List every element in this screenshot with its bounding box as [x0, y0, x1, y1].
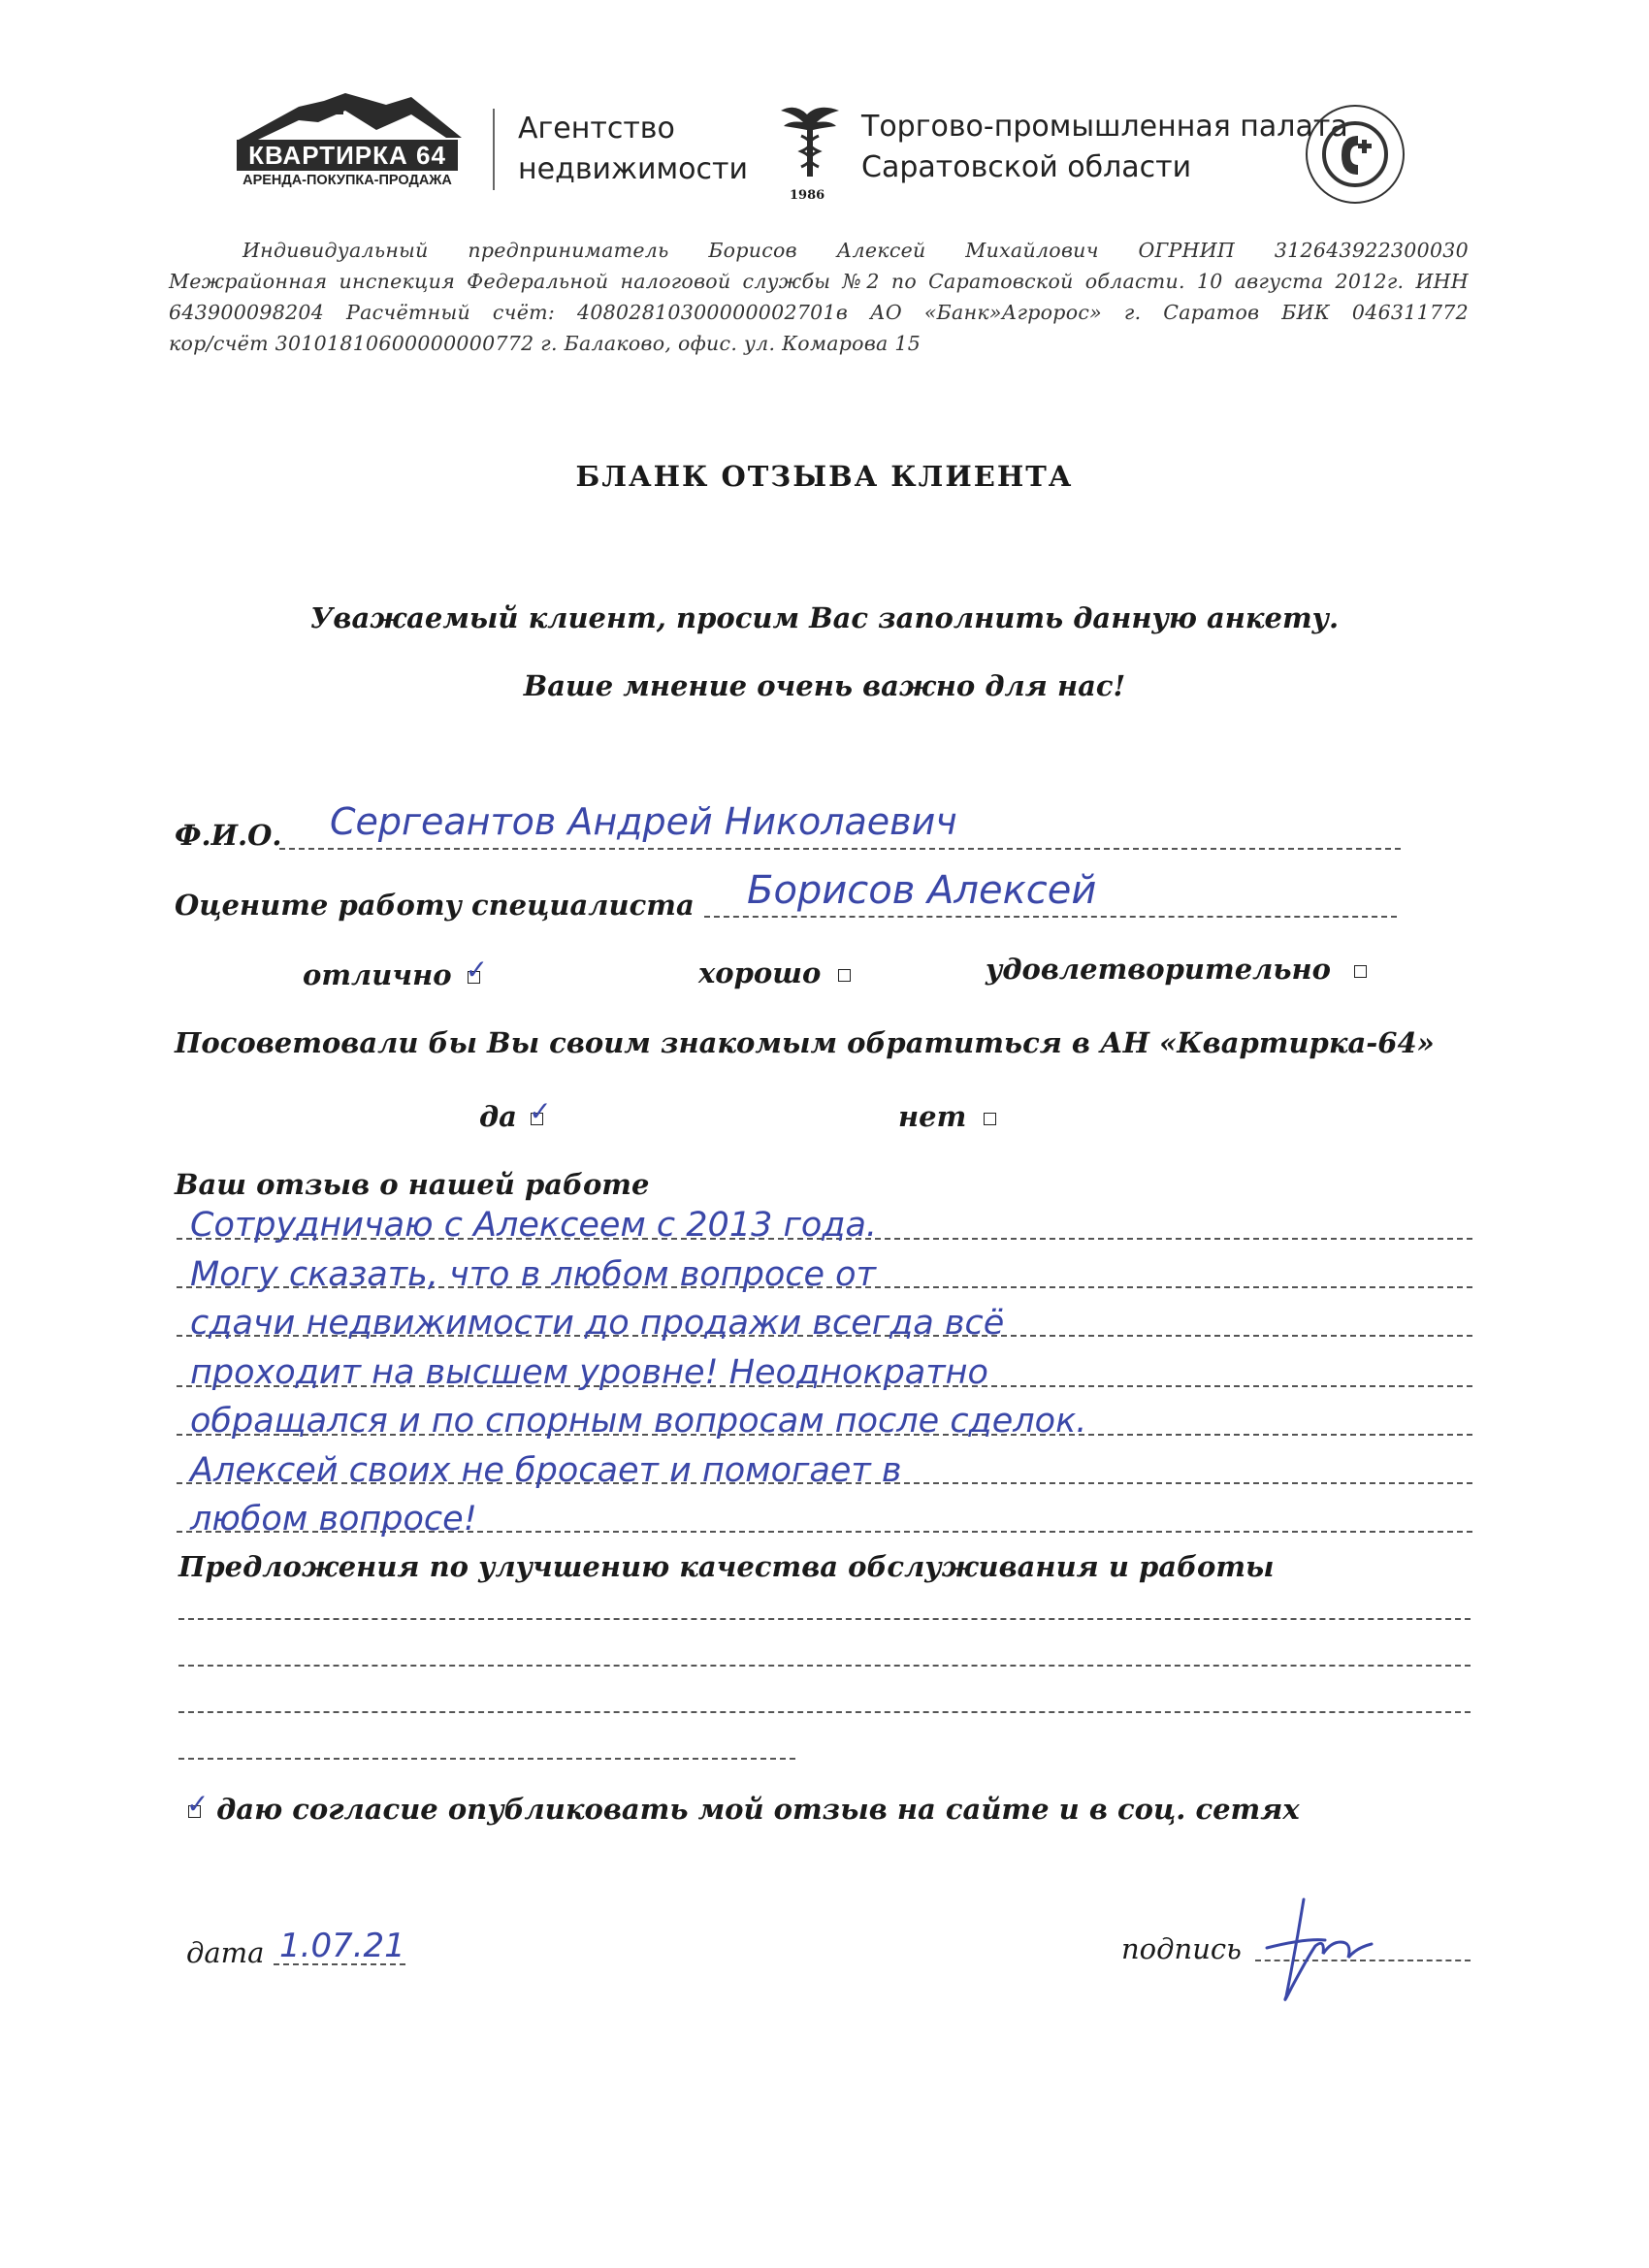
date-label: дата [186, 1936, 265, 1969]
intro-line1: Уважаемый клиент, просим Вас заполнить данную анкету. [309, 601, 1340, 634]
option-yes[interactable] [479, 1094, 552, 1133]
signature-mark[interactable] [1247, 1880, 1393, 2016]
review-text-line: любом вопросе! [190, 1500, 477, 1539]
logo-tagline: АРЕНДА-ПОКУПКА-ПРОДАЖА [242, 173, 452, 188]
fio-label: Ф.И.О. [175, 819, 282, 852]
date-field[interactable]: 1.07.21 [279, 1927, 405, 1965]
review-text-line: Сотрудничаю с Алексеем с 2013 года. [190, 1206, 878, 1245]
recommend-label: Посоветовали бы Вы своим знакомым обратиться в АН «Квартирка-64» [175, 1026, 1435, 1059]
consent-label: даю согласие опубликовать мой отзыв на сайте и в соц. сетях [216, 1793, 1300, 1826]
header-divider [493, 109, 495, 190]
form-title: БЛАНК ОТЗЫВА КЛИЕНТА [575, 460, 1074, 493]
yes-checkbox[interactable] [529, 1094, 552, 1127]
caduceus-icon [776, 101, 844, 188]
rate-field[interactable]: Борисов Алексей [747, 868, 1097, 913]
consent-option[interactable] [186, 1787, 1300, 1826]
requisites-block [169, 235, 1469, 359]
option-good[interactable] [698, 956, 851, 989]
no-checkbox[interactable] [984, 1113, 996, 1125]
rate-line [704, 916, 1397, 918]
agency-line1: Агентство [518, 112, 675, 146]
option-excellent[interactable] [303, 953, 489, 991]
requisites-line3: 643900098204 Расчётный счёт: 40802810300000002701в АО «Банк»Агророс» г. Саратов БИК 046311772 [169, 301, 1469, 324]
suggest-line [178, 1665, 1471, 1667]
fio-line [279, 848, 1401, 850]
requisites-line1: Индивидуальный предприниматель Борисов Алексей Михайлович ОГРНИП 312643922300030 [242, 239, 1469, 262]
chamber-caption [861, 107, 1348, 188]
checkmark-icon: ✓ [529, 1094, 552, 1127]
review-text-line: сдачи недвижимости до продажи всегда всё [190, 1304, 1005, 1343]
requisites-line4: кор/счёт 30101810600000000772 г. Балаково, офис. ул. Комарова 15 [169, 332, 922, 355]
option-good-label: хорошо [698, 956, 822, 989]
review-text-line: проходит на высшем уровне! Неоднократно [190, 1352, 988, 1392]
consent-checkbox[interactable] [186, 1787, 210, 1820]
review-text-line: Могу сказать, что в любом вопросе от [190, 1254, 876, 1294]
satisfactory-checkbox[interactable] [1354, 965, 1367, 978]
suggest-line [178, 1618, 1471, 1620]
intro-line2: Ваше мнение очень важно для нас! [523, 669, 1126, 702]
option-excellent-label: отлично [303, 958, 452, 991]
checkmark-icon: ✓ [186, 1787, 210, 1820]
chamber-line1: Торгово-промышленная палата [861, 110, 1348, 144]
review-label: Ваш отзыв о нашей работе [175, 1168, 650, 1201]
requisites-line2: Межрайонная инспекция Федеральной налоговой службы №2 по Саратовской области. 10 августа 2012г. ИНН [169, 270, 1469, 293]
chamber-emblem [776, 101, 844, 208]
checkmark-icon: ✓ [465, 953, 489, 986]
logo-name: КВАРТИРКА 64 [237, 140, 458, 171]
agency-logo [231, 93, 464, 200]
option-no-label: нет [898, 1100, 967, 1133]
agency-line2: недвижимости [518, 152, 748, 186]
union-logo [1298, 97, 1412, 211]
good-checkbox[interactable] [838, 969, 851, 982]
agency-caption [518, 109, 748, 190]
option-yes-label: да [479, 1100, 517, 1133]
suggest-line [178, 1711, 1471, 1713]
review-field[interactable] [190, 1201, 1086, 1544]
union-seal-icon [1298, 97, 1412, 211]
review-text-line: Алексей своих не бросает и помогает в [190, 1450, 902, 1490]
rate-label: Оцените работу специалиста [175, 889, 695, 922]
emblem-year: 1986 [790, 188, 825, 203]
fio-field[interactable]: Сергеантов Андрей Николаевич [330, 800, 957, 843]
option-no[interactable] [898, 1100, 996, 1133]
signature-label: подпись [1121, 1932, 1242, 1965]
suggest-line [178, 1758, 795, 1760]
chamber-line2: Саратовской области [861, 150, 1192, 184]
option-satisfactory-label: удовлетворительно [986, 953, 1331, 986]
review-text-line: обращался и по спорным вопросам после сделок. [190, 1402, 1087, 1441]
suggest-label: Предложения по улучшению качества обслуживания и работы [178, 1550, 1275, 1583]
excellent-checkbox[interactable] [465, 953, 489, 986]
option-satisfactory[interactable] [986, 953, 1367, 986]
